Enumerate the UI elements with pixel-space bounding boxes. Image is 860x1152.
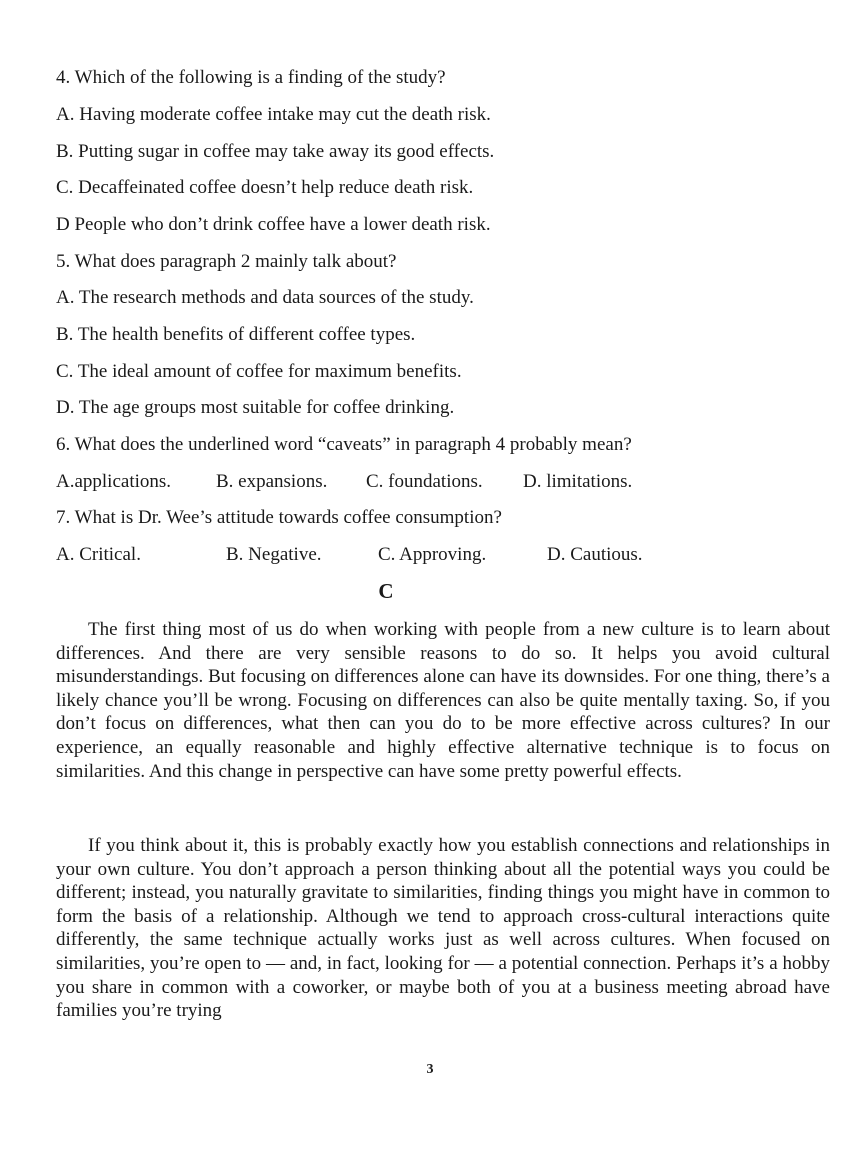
question-7-option-b: B. Negative.: [226, 544, 322, 565]
question-5-stem: 5. What does paragraph 2 mainly talk about?: [56, 251, 397, 272]
question-4-option-c: C. Decaffeinated coffee doesn’t help reduce death risk.: [56, 177, 474, 198]
section-heading: C: [378, 579, 394, 603]
question-7-stem: 7. What is Dr. Wee’s attitude towards coffee consumption?: [56, 507, 502, 528]
question-5-option-a: A. The research methods and data sources of the study.: [56, 287, 474, 308]
question-5-option-c: C. The ideal amount of coffee for maximum benefits.: [56, 361, 462, 382]
question-4-option-b: B. Putting sugar in coffee may take away its good effects.: [56, 141, 495, 162]
question-6-option-a: A.applications.: [56, 471, 172, 492]
question-6-stem: 6. What does the underlined word “caveats” in paragraph 4 probably mean?: [56, 434, 632, 455]
passage-paragraph-1: The first thing most of us do when working with people from a new culture is to learn about differences. And there are very sensible reasons to do so. It helps you avoid cultural misunderstandings. But focusing on differences alone can have its downsides. For one thing, there’s a likely chance you’ll be wrong. Focusing on differences can also be quite mentally taxing. So, if you don’t focus on differences, what then can you do to be more effective across cultures? In our experience, an equally reasonable and highly effective alternative technique is to focus on similarities. And this change in perspective can have some pretty powerful effects.: [56, 619, 830, 782]
question-6-option-d: D. limitations.: [523, 471, 633, 492]
question-5-option-b: B. The health benefits of different coffee types.: [56, 324, 416, 345]
question-7-option-c: C. Approving.: [378, 544, 487, 565]
question-5-option-d: D. The age groups most suitable for coffee drinking.: [56, 397, 455, 418]
question-7-option-d: D. Cautious.: [547, 544, 643, 565]
question-6-option-b: B. expansions.: [216, 471, 328, 492]
question-4-option-a: A. Having moderate coffee intake may cut the death risk.: [56, 104, 491, 125]
passage-paragraph-2: If you think about it, this is probably exactly how you establish connections and relationships in your own culture. You don’t approach a person thinking about all the potential ways you could be different; instead, you naturally gravitate to similarities, finding things you might have in common to form the basis of a relationship. Although we tend to approach cross-cultural interactions quite differently, the same technique actually works just as well across cultures. When focused on similarities, you’re open to — and, in fact, looking for — a potential connection. Perhaps it’s a hobby you share in common with a coworker, or maybe both of you at a business meeting abroad have families you’re trying: [56, 835, 830, 1022]
question-7-option-a: A. Critical.: [56, 544, 141, 565]
question-4-option-d: D People who don’t drink coffee have a lower death risk.: [56, 214, 491, 235]
page-number: 3: [426, 1062, 434, 1077]
question-4-stem: 4. Which of the following is a finding of the study?: [56, 67, 446, 88]
question-6-option-c: C. foundations.: [366, 471, 483, 492]
